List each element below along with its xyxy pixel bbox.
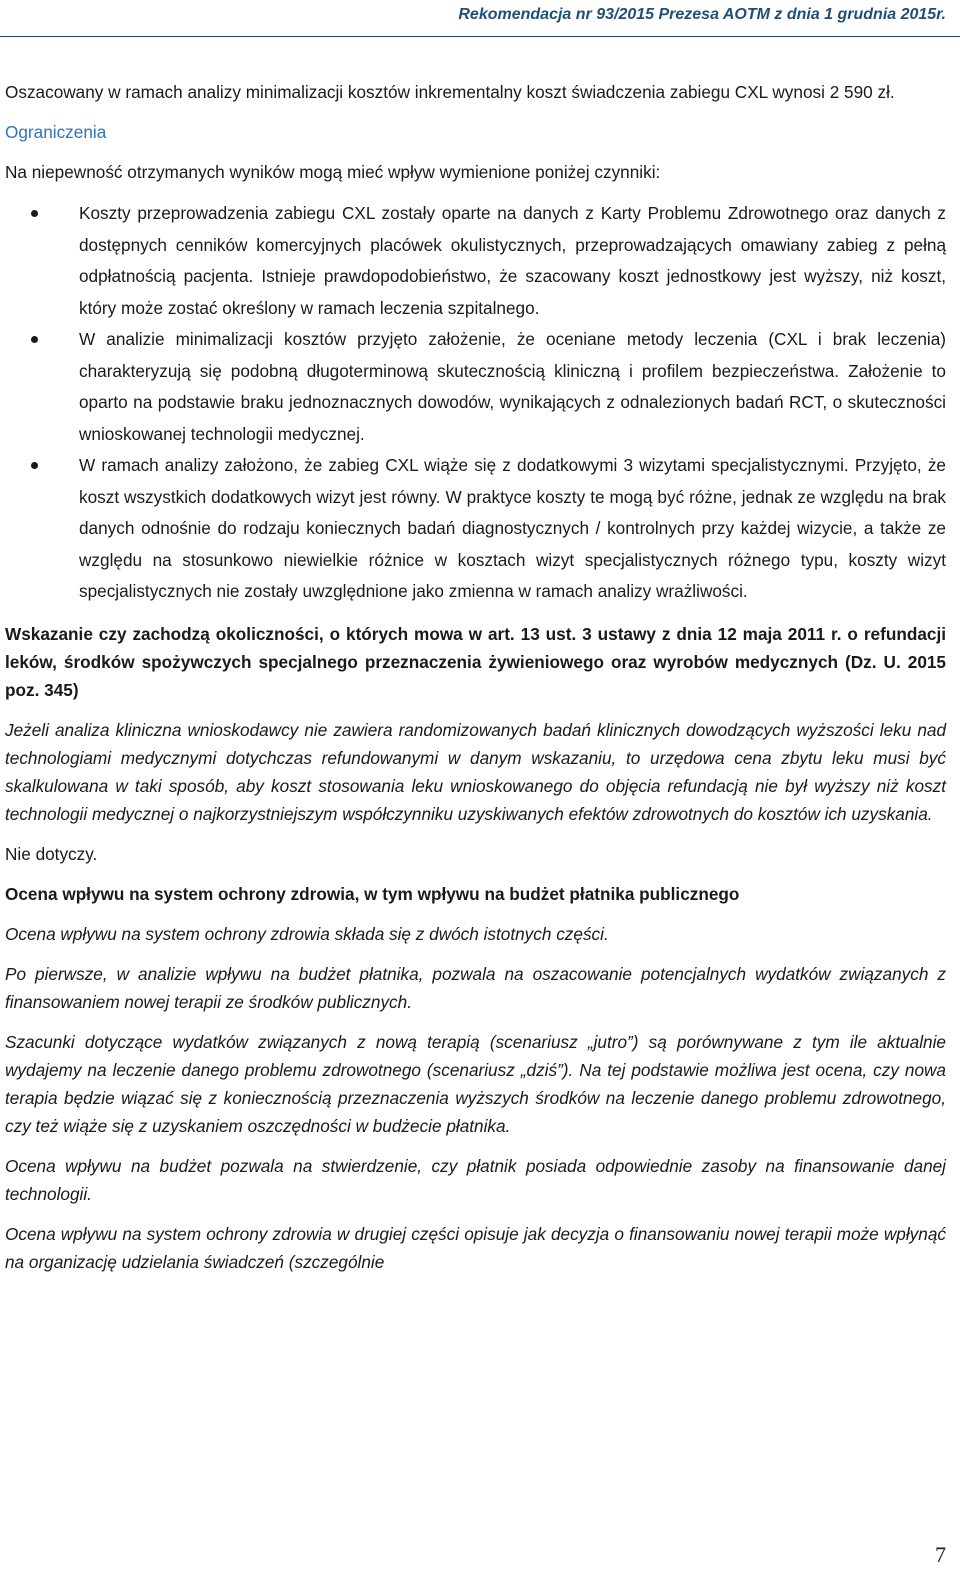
art13-heading: Wskazanie czy zachodzą okoliczności, o których mowa w art. 13 ust. 3 ustawy z dnia 12 maja 2011 r. o refundacji leków, środków spożywczych specjalnego przeznaczenia żywieniowego oraz wyrobów medycznych (Dz. U. 2015 poz. 345) xyxy=(5,623,946,700)
impact-paragraph: Szacunki dotyczące wydatków związanych z nową terapią (scenariusz „jutro”) są porównywane z tym ile aktualnie wydajemy na leczenie danego problemu zdrowotnego (scenariusz „dziś”). Na tej podstawie możliwa jest ocena, czy nowa terapia będzie wiązać się z koniecznością przeznaczenia wyższych środków na leczenie danego problemu zdrowotnego, czy też wiąże się z uzyskaniem oszczędności w budżecie płatnika. xyxy=(5,1031,946,1136)
list-item-text: Koszty przeprowadzenia zabiegu CXL zostały oparte na danych z Karty Problemu Zdrowotnego oraz danych z dostępnych cenników komercyjnych placówek okulistycznych, przeprowadzających omawiany zabieg z pełną odpłatnością pacjenta. Istnieje prawdopodobieństwo, że szacowany koszt jednostkowy jest wyższy, niż koszt, który może zostać określony w ramach leczenia szpitalnego. xyxy=(79,203,946,318)
art13-italic-text: Jeżeli analiza kliniczna wnioskodawcy nie zawiera randomizowanych badań klinicznych dowodzących wyższości leku nad technologiami medycznymi dotychczas refundowanymi w danym wskazaniu, to urzędowa cena zbytu leku musi być skalkulowana w taki sposób, aby koszt stosowania leku wnioskowanego do objęcia refundacją nie był wyższy niż koszt technologii medycznej o najkorzystniejszym współczynniku uzyskiwanych efektów zdrowotnych do kosztów ich uzyskania. xyxy=(5,719,946,824)
limitations-title: Ograniczenia xyxy=(5,122,107,142)
page-number: 7 xyxy=(935,1542,946,1567)
art13-answer: Nie dotyczy. xyxy=(5,843,98,864)
list-item-text: W ramach analizy założono, że zabieg CXL wiąże się z dodatkowymi 3 wizytami specjalistycznymi. Przyjęto, że koszt wszystkich dodatkowych wizyt jest równy. W praktyce koszty te mogą być różne, jednak ze względu na brak danych odnośnie do rodzaju koniecznych badań diagnostycznych / kontrolnych przy każdej wizycie, a także ze względu na stosunkowo niewielkie różnice w kosztach wizyt specjalistycznych różnego typu, koszty wizyt specjalistycznych nie zostały uwzględnione jako zmienna w ramach analizy wrażliwości. xyxy=(79,455,946,601)
impact-paragraph: Ocena wpływu na budżet pozwala na stwierdzenie, czy płatnik posiada odpowiednie zasoby na finansowanie danej technologii. xyxy=(5,1155,946,1204)
bullet-icon xyxy=(31,336,38,343)
list-item-text: W analizie minimalizacji kosztów przyjęto założenie, że oceniane metody leczenia (CXL i brak leczenia) charakteryzują się podobną długoterminową skutecznością kliniczną i profilem bezpieczeństwa. Założenie to oparto na podstawie braku jednoznacznych dowodów, wynikających z odnalezionych badań RCT, o skuteczności wnioskowanej technologii medycznej. xyxy=(79,329,946,444)
list-item xyxy=(5,324,946,450)
document-header: Rekomendacja nr 93/2015 Prezesa AOTM z dnia 1 grudnia 2015r. xyxy=(458,6,946,23)
cost-summary-paragraph: Oszacowany w ramach analizy minimalizacji kosztów inkrementalny koszt świadczenia zabiegu CXL wynosi 2 590 zł. xyxy=(5,82,895,102)
impact-heading: Ocena wpływu na system ochrony zdrowia, w tym wpływu na budżet płatnika publicznego xyxy=(5,883,740,904)
list-item xyxy=(5,450,946,608)
header-divider xyxy=(0,36,960,37)
impact-paragraph: Ocena wpływu na system ochrony zdrowia w drugiej części opisuje jak decyzja o finansowaniu nowej terapii może wpłynąć na organizację udzielania świadczeń (szczególnie xyxy=(5,1223,946,1272)
bullet-icon xyxy=(31,462,38,469)
limitations-list xyxy=(5,198,946,608)
impact-paragraph: Po pierwsze, w analizie wpływu na budżet płatnika, pozwala na oszacowanie potencjalnych wydatków związanych z finansowaniem nowej terapii ze środków publicznych. xyxy=(5,963,946,1012)
bullet-icon xyxy=(31,210,38,217)
impact-paragraph: Ocena wpływu na system ochrony zdrowia składa się z dwóch istotnych części. xyxy=(5,923,609,944)
document-body xyxy=(5,78,946,1288)
list-item xyxy=(5,198,946,324)
limitations-intro: Na niepewność otrzymanych wyników mogą mieć wpływ wymienione poniżej czynniki: xyxy=(5,162,661,182)
